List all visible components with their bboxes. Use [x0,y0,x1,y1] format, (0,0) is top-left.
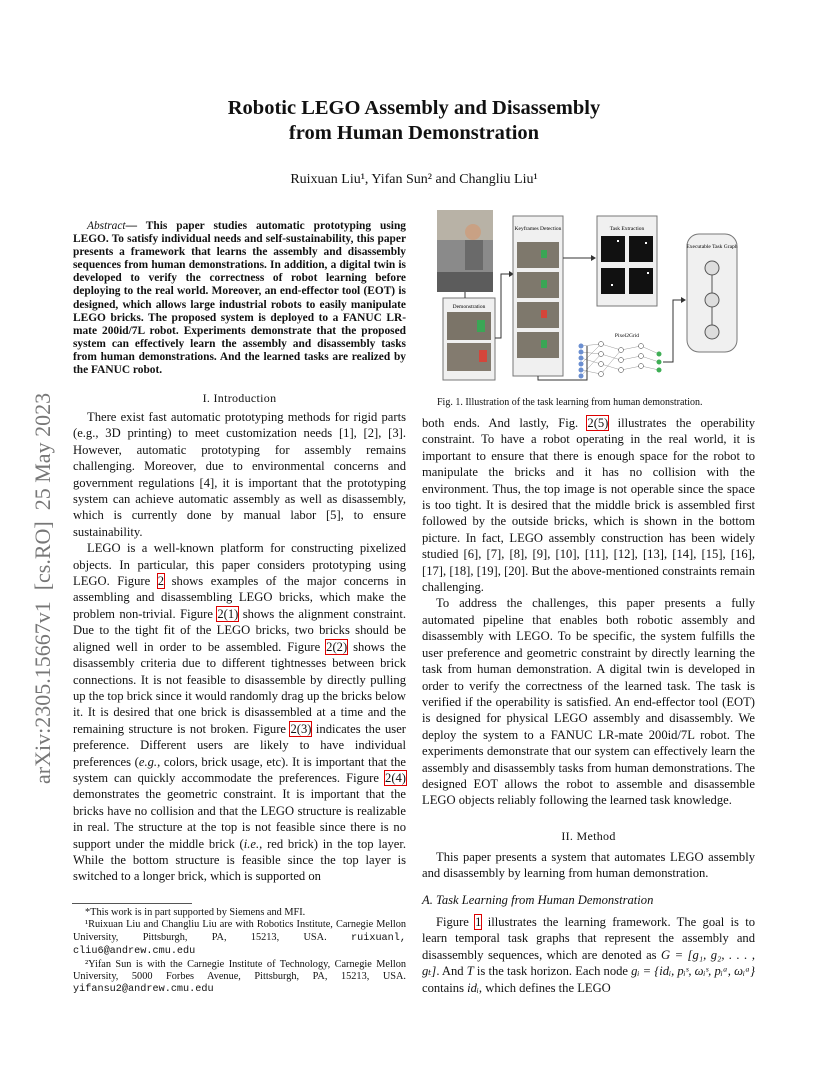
ie-italic: i.e. [243,836,260,851]
paper-title [0,96,828,146]
footnotes [73,907,406,997]
math-inline: T [466,964,474,979]
text-span: . And [436,964,467,979]
footnote-funding: *This work is in part supported by Siemens and MFI. [85,907,306,918]
figure-2-1-link[interactable]: 2(1) [217,606,239,621]
text-span: Figure [436,915,476,929]
text-span: , which defines the LEGO [478,980,611,995]
text-span: contains [422,980,468,995]
email-link[interactable]: ruixuanl, cliu6@andrew.cmu.edu [73,932,407,958]
math-inline: idᵢ [467,980,479,995]
keyframes-label [515,225,562,232]
footnote-2 [73,959,406,997]
abstract [73,220,406,377]
text-span: shows the disassembly criteria due to different tightnesses between brick connections. It is not feasible to disassemble by directly pulling up the top brick since it would randomly drag up the bricks below it. It is desired that one brick is disassembled at a time and the remaining structure is not broken. Figure [73,639,406,736]
text-span: is the task horizon. Each node [473,964,632,979]
text-span: shows examples of the major concerns in assembling and disassembling LEGO bricks, which make the problem non-trivial. Figure [73,574,407,621]
section-heading-introduction: I. Introduction [202,391,277,405]
eg-italic: e.g. [138,754,158,769]
figure-2-3-link[interactable]: 2(3) [290,721,312,736]
footnote-rule [72,903,192,904]
figure-2-4-link[interactable]: 2(4) [385,770,406,785]
title-line-2: from Human Demonstration [288,122,540,144]
executable-label-text: Executable Task Graph [686,244,738,250]
math-inline: gᵢ = [631,964,652,979]
text-span: shows the alignment constraint. Due to the tight fit of the LEGO bricks, two bricks should be aligned well in order to be assembled. Figure [73,606,406,654]
figure-2-5-link[interactable]: 2(5) [587,416,609,430]
abstract-text: — This paper studies automatic prototyping using LEGO. To satisfy individual needs and self-sustainability, this paper presents a framework that learns the assembly and disassembly sequences from human demonstrations. In addition, a digital twin is developed to verify the correctness of robot learning before deploying to the real world. Moreover, an end-effector tool (EOT) is designed, which allows large industrial robots to easily manipulate LEGO bricks. The proposed system is deployed to a FANUC LR-mate 200id/7L robot. Experiments demonstrate that the proposed system can effectively learn the assembly and disassembly tasks from human demonstrations. And the learned tasks are realized by the FANUC robot. [73,220,406,377]
intro-paragraph-2 [73,540,406,885]
text-span: , red brick) in the top layer. While the bottom structure is feasible since the top layer is switched to a longer brick, which is supported on [73,836,406,884]
authors: Ruixuan Liu¹, Yifan Sun² and Changliu Liu¹ [290,172,538,187]
section-heading-method: II. Method [561,829,616,843]
figure-1 [437,210,757,382]
arxiv-stamp-text: arXiv:2305.15667v1 [cs.RO] 25 May 2023 [30,392,55,784]
math-inline: {idᵢ, pᵢˢ, ωᵢˢ, pᵢᵃ, ωᵢᵃ} [654,964,756,979]
right-column-text [422,415,755,809]
figure-2-link[interactable]: 2 [157,574,165,589]
method-paragraph-1: This paper presents a system that automates LEGO assembly and disassembly by learning from human demonstration. [422,850,755,881]
title-line-1: Robotic LEGO Assembly and Disassembly [227,97,601,119]
method-paragraph-2 [422,914,755,996]
figure-1-link[interactable]: 1 [475,915,482,929]
right-paragraph-2: To address the challenges, this paper presents a fully automated pipeline that enables both robotic assembly and disassembly with LEGO. To be specific, the system fulfills the user preference and geometric constraint by directly learning the task from human demonstration. A digital twin is developed in order to verify the correctness of the learned task. The task is verified if the operability is satisfied. An end-effector tool (EOT) is designed for physical LEGO assembly and disassembly. We deploy the system to a FANUC LR-mate 200id/7L robot. The experiments demonstrate that our system can effectively learn the assembly and disassembly tasks from human demonstrations. The designed EOT allows the robot to assemble and disassemble LEGO objects reliably following the learned task knowledge. [422,596,755,808]
text-span: , colors, brick usage, etc). It is important that the system can quickly accommodate the preferences. Figure [73,754,406,785]
arxiv-stamp [18,236,58,796]
executable-label-line [686,244,737,250]
text-span: demonstrates the geometric constraint. It is important that the bricks have no collision and that the LEGO structure is realizable in real. The structure at the top is not feasible since there is no support under the middle brick ( [73,787,406,851]
intro-text [73,409,406,885]
demonstration-label: Demonstration [452,304,486,310]
pixel2grid-label: Pixel2Grid [614,333,640,339]
abstract-label: Abstract [87,220,126,232]
method-text [422,849,755,882]
task-extraction-label: Task Extraction [609,226,645,232]
text-span: illustrates the operability constraint. To have a robot operating in the real world, it is important to ensure that there is enough space for the robot to manipulate the bricks and it has no collision with the environment. Thus, the top image is not operable since the space is too tight. It is desired that the middle brick is assembled first followed by the outside bricks, which is shown in the bottom picture. In fact, LEGO assembly construction has been widely studied [6], [7], [8], [9], [10], [11], [12], [13], [14], [15], [16], [17], [18], [19], [20]. But the above-mentioned constraints remain challenging. [422,416,756,595]
email-link[interactable]: yifansu2@andrew.cmu.edu [73,984,214,996]
figure-2-2-link[interactable]: 2(2) [326,639,348,654]
right-paragraph-1 [422,415,755,595]
text-span: illustrates the learning framework. The goal is to learn temporal task graphs that represent the assembly and disassembly sequences, which are denoted as [422,915,755,962]
text-span: ¹Ruixuan Liu and Changliu Liu are with Robotics Institute, Carnegie Mellon University, Pittsburgh, PA, 15213, USA. [73,919,406,943]
intro-paragraph-1: There exist fast automatic prototyping methods for rigid parts (e.g., 3D printing) to meet customization needs [1], [2], [3]. However, automatic prototyping for assembly remains challenging. Moreover, due to environmental concerns and government regulations [4], it is important that the prototyping system can achieve automatic assembly as well as disassembly, which is currently done by manual labor [5], to ensure sustainability. [73,410,406,539]
keyframes-label-text: Keyframes Detection [514,226,562,232]
text-span: both ends. And lastly, Fig. [422,416,588,430]
footnote-1 [73,919,406,958]
figure-1-caption: Fig. 1. Illustration of the task learning from human demonstration. [437,397,703,408]
text-span: indicates the user preference. Different users are likely to have individual preferences ( [73,721,406,769]
math-inline: G = [g₁, g₂, . . . , gₜ] [422,947,756,979]
subsection-heading-a: A. Task Learning from Human Demonstration [422,893,654,907]
text-span: ²Yifan Sun is with the Carnegie Institute of Technology, Carnegie Mellon University, 5000 Forbes Avenue, Pittsburgh, PA, 15213, USA. [73,958,406,983]
text-span: LEGO is a well-known platform for constructing pixelized objects. In particular, this paper considers prototyping using LEGO. Figure [73,541,406,589]
